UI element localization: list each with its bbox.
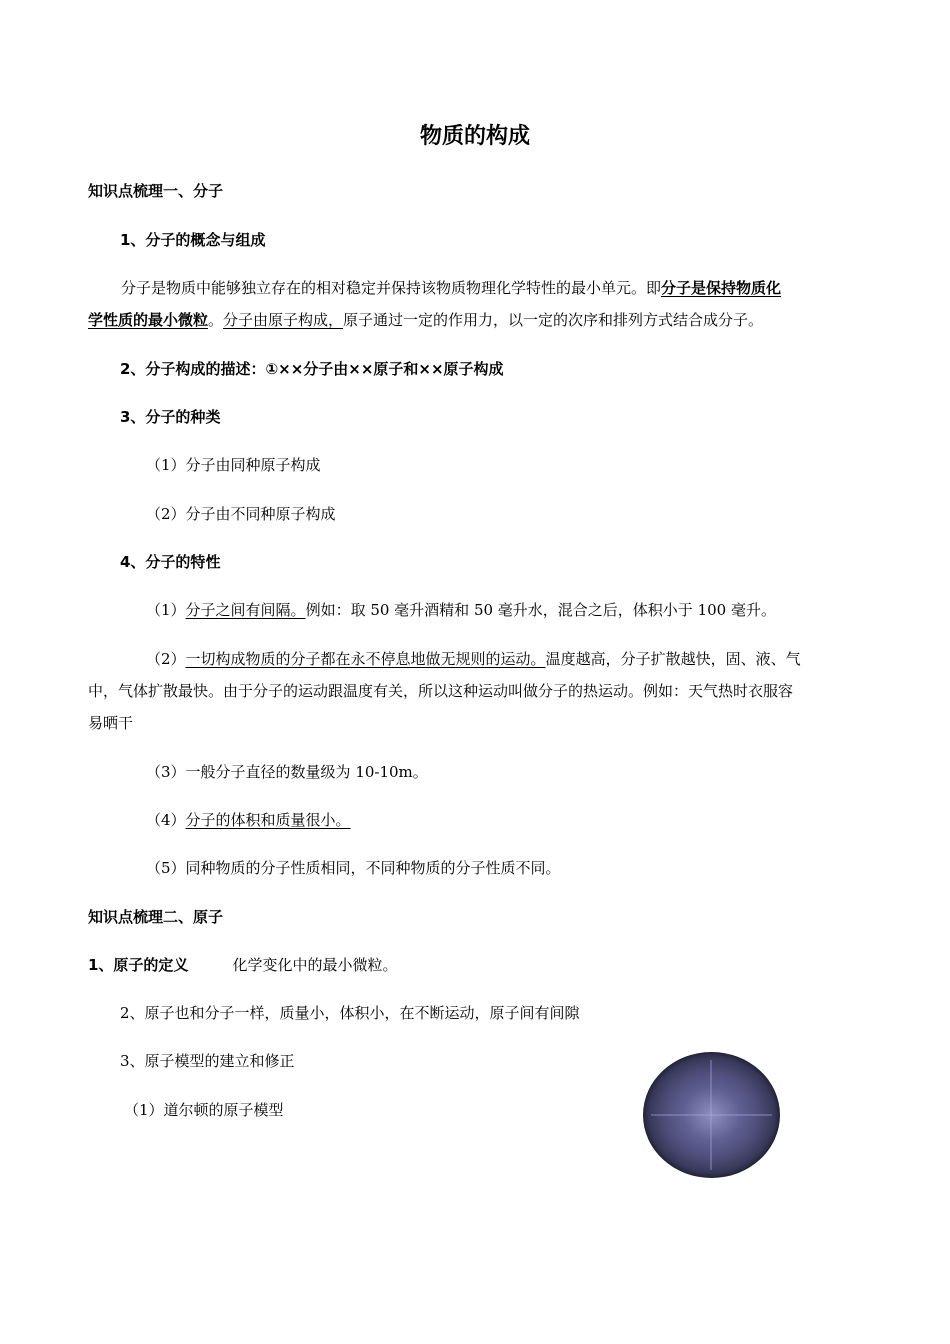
subheading-molecule-concept: 1、分子的概念与组成 [120, 231, 266, 249]
emphasis-underlined: 学性质的最小微粒 [88, 311, 209, 329]
subheading-molecule-properties: 4、分子的特性 [120, 553, 221, 571]
section-heading-atom: 知识点梳理二、原子 [88, 908, 224, 926]
underlined-text: 分子之间有间隔。 [185, 601, 306, 619]
definition-label: 1、原子的定义 [88, 956, 189, 974]
paragraph-molecule-definition-line1 [121, 276, 781, 300]
paragraph: 3、原子模型的建立和修正 [120, 1052, 295, 1070]
section-heading-molecule: 知识点梳理一、分子 [88, 182, 224, 200]
list-item: （1）道尔顿的原子模型 [124, 1101, 284, 1119]
dalton-atom-model-image [643, 1052, 780, 1178]
list-item [146, 647, 801, 671]
subheading-molecule-description: 2、分子构成的描述：①××分子由××原子和××原子构成 [120, 360, 504, 378]
list-item [146, 808, 351, 832]
page-title: 物质的构成 [419, 123, 530, 149]
text-span: （4） [146, 811, 186, 829]
text-span: 原子通过一定的作用力，以一定的次序和排列方式结合成分子。 [343, 311, 764, 329]
paragraph: 2、原子也和分子一样，质量小，体积小，在不断运动，原子间有间隙 [120, 1004, 580, 1022]
list-item-continuation: 中，气体扩散最快。由于分子的运动跟温度有关，所以这种运动叫做分子的热运动。例如：天气热时衣服容 [88, 682, 794, 700]
atom-definition [88, 953, 397, 977]
text-span: 温度越高，分子扩散越快，固、液、气 [545, 650, 801, 668]
underlined-text: 分子由原子构成， [223, 311, 344, 329]
underlined-text: 一切构成物质的分子都在永不停息地做无规则的运动。 [185, 650, 546, 668]
list-item: （1）分子由同种原子构成 [146, 456, 321, 474]
text-span: 例如：取 50 毫升酒精和 50 毫升水，混合之后，体积小于 100 毫升。 [305, 601, 776, 619]
list-item: （3）一般分子直径的数量级为 10-10m。 [146, 763, 428, 781]
text-span: 分子是物质中能够独立存在的相对稳定并保持该物质物理化学特性的最小单元。即 [121, 279, 662, 297]
definition-text: 化学变化中的最小微粒。 [232, 956, 398, 974]
text-span: 。 [208, 311, 224, 329]
list-item-continuation: 易晒干 [88, 714, 134, 732]
list-item [146, 598, 776, 622]
image-highlight [710, 1060, 712, 1170]
emphasis-underlined: 分子是保持物质化 [661, 279, 782, 297]
underlined-text: 分子的体积和质量很小。 [185, 811, 351, 829]
list-item: （5）同种物质的分子性质相同，不同种物质的分子性质不同。 [146, 859, 561, 877]
list-item: （2）分子由不同种原子构成 [146, 505, 336, 523]
paragraph-molecule-definition-line2 [88, 308, 763, 332]
subheading-molecule-types: 3、分子的种类 [120, 408, 221, 426]
text-span: （2） [146, 650, 186, 668]
text-span: （1） [146, 601, 186, 619]
